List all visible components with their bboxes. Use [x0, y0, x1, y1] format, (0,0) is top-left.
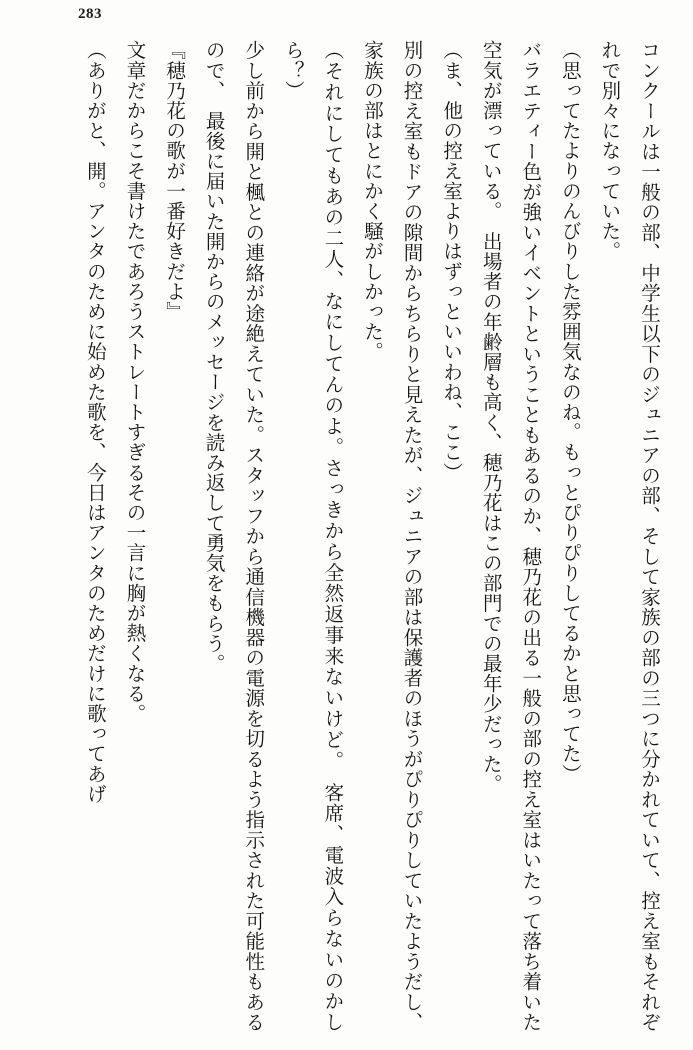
paragraph: （ありがと、開。アンタのために始めた歌を、今日はアンタのためだけに歌ってあげ: [83, 40, 107, 804]
paragraph: コンクールは一般の部、中学生以下のジュニアの部、そして家族の部の三つに分かれていて、控え室もそれぞれで別々になっていた。: [598, 40, 661, 1032]
paragraph-quote: 『穂乃花の歌が一番好きだよ』: [163, 40, 187, 322]
paragraph: （思ってたよりのんびりした雰囲気なのね。もっとぴりぴりしてるかと思ってた）: [558, 40, 582, 784]
paragraph: （それにしてもあの二人、なにしてんのよ。さっきから全然返事来ないけど。 客席、電波入らないのかしら？）: [281, 40, 345, 1032]
paragraph: 文章だからこそ書けたであろうストレートすぎるその一言に胸が熱くなる。: [123, 40, 147, 724]
vertical-text-body: [83, 40, 669, 1032]
page-number: 283: [78, 6, 102, 22]
paragraph: 別の控え室もドアの隙間からちらりと見えたが、ジュニアの部は保護者のほうがぴりぴりしていたようだし、家族の部はとにかく騒がしかった。: [360, 40, 424, 1032]
paragraph: 少し前から開と楓との連絡が途絶えていた。スタッフから通信機器の電源を切るよう指示された可能性もあるので、 最後に届いた開からのメッセージを読み返して勇気をもらう。: [202, 40, 266, 1032]
paragraph: バラエティー色が強いイベントということもあるのか、穂乃花の出る一般の部の控え室はいたって落ち着いた空気が漂っている。 出場者の年齢層も高く、穂乃花はこの部門での最年少だった。: [479, 40, 543, 1032]
paragraph: （ま、他の控え室よりはずっといいわね、ここ）: [440, 40, 464, 483]
